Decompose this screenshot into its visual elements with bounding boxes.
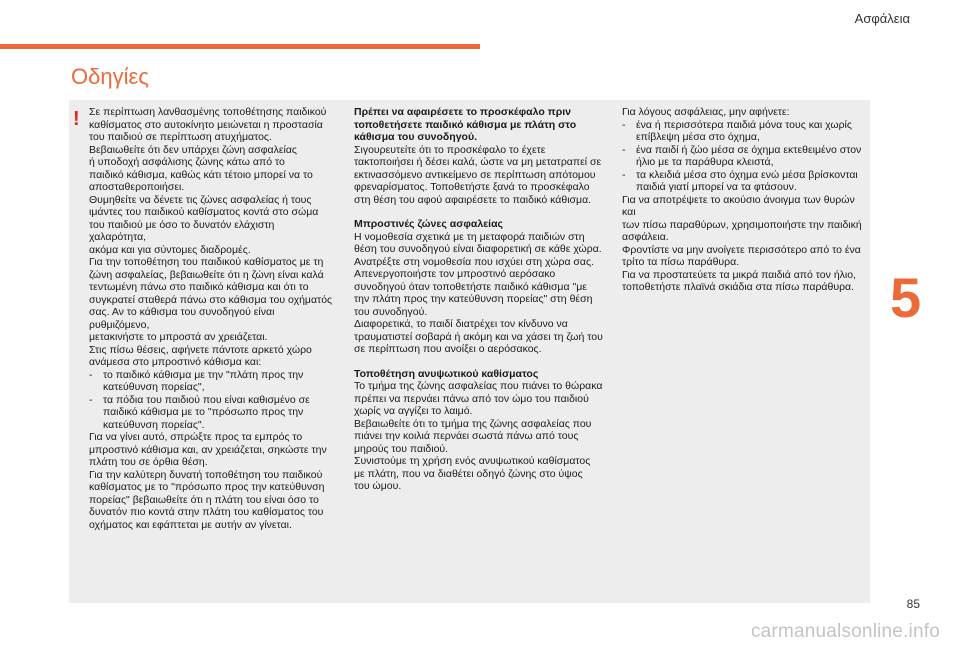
intro-text: Για λόγους ασφάλειας, μην αφήνετε: [622,106,790,118]
text-line: Απενεργοποιήστε τον μπροστινό αερόσακο [354,268,556,280]
page-title: Οδηγίες [71,64,149,89]
text-line: τεντωμένη πάνω στο παιδικό κάθισμα και ότι το [89,281,309,293]
text-line: καθίσματος στο αυτοκίνητο μειώνεται η προστασία [89,118,323,131]
text-line: τραυματιστεί σοβαρά ή ακόμη και να χάσει τη ζωή του [354,330,603,343]
text-line: Το τμήμα της ζώνης ασφαλείας που πιάνει το θώρακα [354,380,603,392]
text-line: Φροντίστε να μην ανοίγετε περισσότερο από το ένα [622,243,861,256]
text-line: Ανατρέξτε στη νομοθεσία που ισχύει στη χώρα σας. [354,255,594,268]
content-panel [69,100,870,603]
text-line: ανάμεσα στο μπροστινό κάθισμα και: [89,356,262,368]
bullet-item [622,144,862,169]
text-line: σας. Αν το κάθισμα του συνοδηγού είναι ρυθμιζόμενο, [89,306,275,331]
text-line: καθίσματος με το "πρόσωπο προς την κατεύθυνση [89,481,325,493]
bullet-line: - το παιδικό κάθισμα με την "πλάτη προς την [103,368,304,381]
spacer [354,206,604,218]
text-line: του παιδιού σε περίπτωση ατυχήματος. [89,131,272,143]
text-line: ζώνη ασφαλείας, βεβαιωθείτε ότι η ζώνη είναι καλά [89,268,324,281]
bullet-line: επίβλεψη μέσα στο όχημα, [636,131,760,143]
text-line: Θυμηθείτε να δένετε τις ζώνες ασφαλείας ή τους [89,193,312,206]
column-1 [89,106,334,531]
text-line: πορείας" βεβαιωθείτε ότι η πλάτη του είναι όσο το [89,493,319,506]
text-line: μηρούς του παιδιού. [354,442,449,455]
text-line: με πλάτη, που να διαθέτει οδηγό ζώνης στο ύψος [354,467,583,480]
text-line: φρεναρίσματος. Τοποθετήστε ξανά το προσκέφαλο [354,181,590,193]
bullet-line: παιδικό κάθισμα με το "πρόσωπο προς την [103,406,304,418]
bullet-line: κατεύθυνση πορείας". [103,418,205,431]
section-heading: κάθισμα του συνοδηγού. [354,131,477,143]
warning-icon: ! [73,108,80,130]
column-2 [354,106,604,493]
bullet-line: - ένα ή περισσότερα παιδιά μόνα τους και χωρίς [636,118,852,131]
bullet-line: - τα πόδια του παιδιού που είναι καθισμένο σε [103,393,310,406]
section-heading: Πρέπει να αφαιρέσετε το προσκέφαλο πριν [354,106,571,118]
text-line: ιμάντες του παιδικού καθίσματος κοντά στο σώμα [89,206,319,218]
text-line: Διαφορετικά, το παιδί διατρέχει τον κίνδυνο να [354,318,568,330]
text-line: μετακινήστε το μπροστά αν χρειάζεται. [89,331,268,343]
text-line: συγκρατεί σταθερά πάνω στο κάθισμα του οχήματός [89,293,333,306]
text-line: Για να προστατεύετε τα μικρά παιδιά από τον ήλιο, [622,268,856,281]
text-line: των πίσω παραθύρων, χρησιμοποιήστε την παιδική [622,218,862,231]
bullet-line: παιδιά γιατί μπορεί να τα φτάσουν. [636,181,797,193]
bullet-line: ήλιο με τα παράθυρα κλειστά, [636,156,774,168]
section-heading: Τοποθέτηση ανυψωτικού καθίσματος [354,367,539,380]
bullet-item [622,169,862,194]
text-line: Σιγουρευτείτε ότι το προσκέφαλο το έχετε [354,143,546,156]
text-line: Βεβαιωθείτε ότι το τμήμα της ζώνης ασφαλείας που [354,417,592,430]
text-line: Για την τοποθέτηση του παιδικού καθίσματος με τη [89,256,324,268]
bullet-item [89,369,334,394]
bullet-item [622,119,862,144]
text-line: παιδικό κάθισμα, καθώς κάτι τέτοιο μπορεί να το [89,168,313,181]
text-line: αποσταθεροποιήσει. [89,181,185,193]
text-line: μπροστινό κάθισμα και, αν χρειάζεται, σηκώστε την [89,443,327,456]
text-line: Σε περίπτωση λανθασμένης τοποθέτησης παιδικού [89,106,327,118]
text-line: τοποθετήστε πλαϊνά σκιάδια στα πίσω παράθυρα. [622,281,855,293]
text-line: την πλάτη προς την κατεύθυνση πορείας" στη θέση [354,293,593,305]
text-line: Για να γίνει αυτό, σπρώξτε προς τα εμπρός το [89,431,303,443]
text-line: τακτοποιήσει ή δέσει καλά, ώστε να μη μετατραπεί σε [354,156,602,168]
section-heading: Μπροστινές ζώνες ασφαλείας [354,218,504,230]
watermark: carmanualsonline.info [750,621,940,642]
text-line: ή υποδοχή ασφάλισης ζώνης κάτω από το [89,156,285,168]
text-line: χωρίς να αγγίζει το λαιμό. [354,405,473,417]
text-line: ακόμα και για σύντομες διαδρομές. [89,243,251,256]
text-line: Βεβαιωθείτε ότι δεν υπάρχει ζώνη ασφαλείας [89,143,297,156]
bullet-line: - τα κλειδιά μέσα στο όχημα ενώ μέσα βρίσκονται [636,168,858,181]
text-line: του παιδιού με όσο το δυνατόν ελάχιστη χαλαρότητα, [89,218,275,243]
text-line: πιάνει την κοιλιά περνάει σωστά πάνω από τους [354,430,579,442]
text-line: του συνοδηγού. [354,305,428,318]
text-line: δυνατόν πιο κοντά στην πλάτη του καθίσματος του [89,506,324,518]
text-line: ασφάλεια. [622,231,669,243]
text-line: Συνιστούμε τη χρήση ενός ανυψωτικού καθίσματος [354,455,591,467]
bullet-line: - ένα παιδί ή ζώο μέσα σε όχημα εκτεθειμένο στον [636,143,862,156]
text-line: στη θέση του αφού αφαιρέσετε το παιδικό κάθισμα. [354,193,592,206]
text-line: τρίτο τα πίσω παράθυρα. [622,256,740,268]
bullet-line: κατεύθυνση πορείας", [103,381,205,393]
text-line: του ώμου. [354,480,402,492]
header-accent-bar [0,44,480,49]
bullet-item [89,394,334,432]
text-line: εκτινασσόμενο αντικείμενο σε περίπτωση απότομου [354,168,596,181]
text-line: Στις πίσω θέσεις, αφήνετε πάντοτε αρκετό χώρο [89,343,312,356]
text-line: συνοδηγού όταν τοποθετήστε παιδικό κάθισμα "με [354,280,587,293]
text-line: Για να αποτρέψετε το ακούσιο άνοιγμα των θυρών και [622,193,855,218]
section-label: Ασφάλεια [854,11,910,26]
text-line: σε περίπτωση που ανοίξει ο αερόσακος. [354,343,542,355]
text-line: Η νομοθεσία σχετικά με τη μεταφορά παιδιών στη [354,230,585,243]
text-line: θέση του συνοδηγού είναι διαφορετική σε κάθε χώρα. [354,243,602,255]
section-heading: τοποθετήσετε παιδικό κάθισμα με πλάτη στο [354,118,577,131]
spacer [354,356,604,368]
text-line: πλάτη του σε όρθια θέση. [89,456,208,468]
text-line: οχήματος και εφάπτεται με αυτήν αν γίνεται. [89,518,292,531]
column-3 [622,106,862,294]
page-number: 85 [906,597,920,611]
text-line: πρέπει να περνάει πάνω από τον ώμο του παιδιού [354,392,589,405]
chapter-number: 5 [890,266,922,329]
text-line: Για την καλύτερη δυνατή τοποθέτηση του παιδικού [89,468,323,481]
